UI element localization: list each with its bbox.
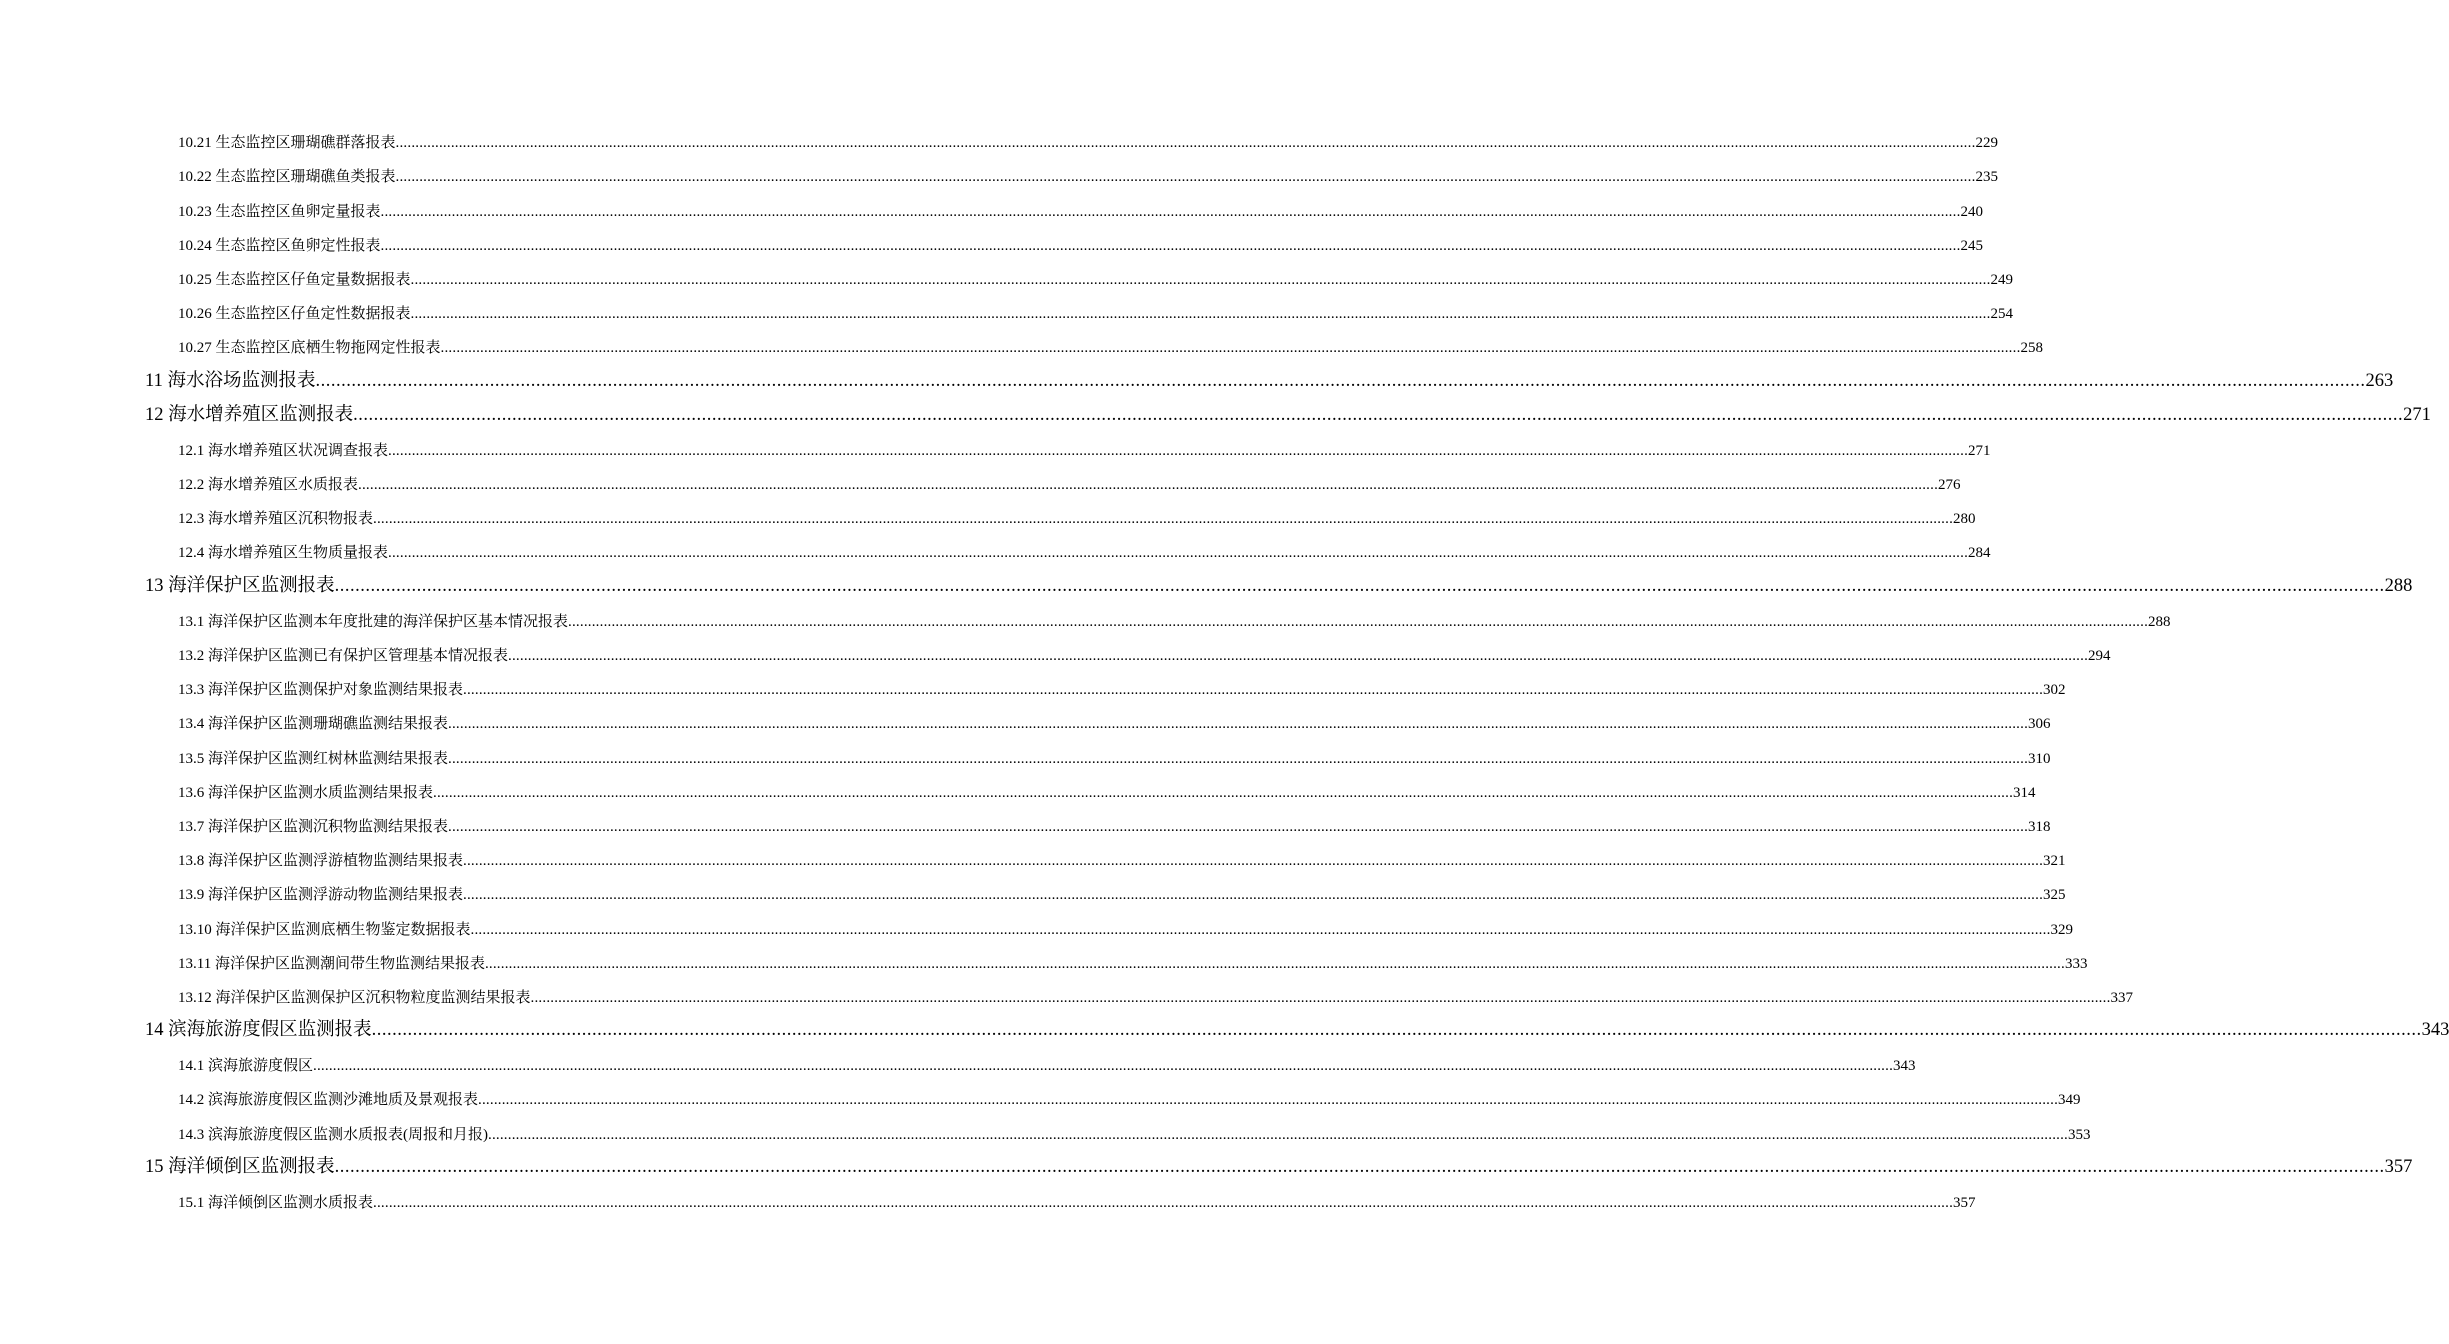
toc-entry-title: 13.12 海洋保护区监测保护区沉积物粒度监测结果报表 [178, 989, 531, 1006]
toc-dot-leader: ................................................................................................................................................................................................................................................................................................................................................................................................................ [448, 716, 2029, 733]
toc-entry-title: 13.5 海洋保护区监测红树林监测结果报表 [178, 750, 449, 767]
toc-dot-leader: ................................................................................................................................................................................................................................................................................................................................................................................................................ [353, 404, 2404, 425]
toc-section-entry[interactable] [178, 665, 2066, 699]
toc-entry-title: 10.23 生态监控区鱼卵定量报表 [178, 203, 381, 220]
toc-dot-leader: ................................................................................................................................................................................................................................................................................................................................................................................................................ [448, 750, 2029, 767]
toc-entry-title: 12.1 海水增养殖区状况调查报表 [178, 442, 389, 459]
toc-page-number: 280 [1953, 511, 1976, 528]
toc-entry-title: 13.2 海洋保护区监测已有保护区管理基本情况报表 [178, 648, 509, 664]
toc-page-number: 288 [2148, 613, 2171, 630]
toc-section-entry[interactable] [178, 870, 2066, 904]
toc-dot-leader: ................................................................................................................................................................................................................................................................................................................................................................................................................ [410, 306, 1991, 323]
toc-page-number: 337 [2110, 989, 2134, 1006]
toc-section-entry[interactable] [178, 186, 1984, 220]
toc-entry-title: 13.3 海洋保护区监测保护对象监测结果报表 [178, 682, 464, 699]
toc-chapter-entry[interactable] [145, 1144, 2413, 1178]
toc-page-number: 306 [2028, 716, 2051, 733]
toc-page-number: 254 [1990, 306, 2014, 323]
toc-dot-leader: ................................................................................................................................................................................................................................................................................................................................................................................................................ [358, 477, 1939, 494]
toc-section-entry[interactable] [178, 323, 2044, 357]
toc-dot-leader: ................................................................................................................................................................................................................................................................................................................................................................................................................ [371, 1020, 2422, 1041]
toc-page-number: 271 [2403, 404, 2431, 425]
toc-section-entry[interactable] [178, 118, 1999, 152]
toc-section-entry[interactable] [178, 768, 2036, 802]
toc-section-entry[interactable] [178, 973, 2134, 1007]
toc-page-number: 240 [1960, 203, 1984, 220]
toc-entry-title: 11 海水浴场监测报表 [145, 370, 316, 391]
toc-entry-title: 10.21 生态监控区珊瑚礁群落报表 [178, 135, 396, 152]
toc-dot-leader: ................................................................................................................................................................................................................................................................................................................................................................................................................ [334, 575, 2385, 596]
toc-page-number: 229 [1975, 135, 1999, 152]
toc-section-entry[interactable] [178, 836, 2066, 870]
toc-entry-title: 10.25 生态监控区仔鱼定量数据报表 [178, 271, 411, 288]
toc-page-number: 235 [1975, 169, 1999, 186]
toc-page-number: 271 [1968, 442, 1991, 459]
toc-page-number: 353 [2068, 1126, 2091, 1143]
toc-dot-leader: ................................................................................................................................................................................................................................................................................................................................................................................................................ [410, 271, 1991, 288]
toc-dot-leader: ................................................................................................................................................................................................................................................................................................................................................................................................................ [484, 955, 2065, 972]
toc-chapter-entry[interactable] [145, 357, 2394, 391]
toc-entry-title: 13.8 海洋保护区监测浮游植物监测结果报表 [178, 853, 464, 870]
toc-dot-leader: ................................................................................................................................................................................................................................................................................................................................................................................................................ [448, 818, 2029, 835]
toc-section-entry[interactable] [178, 1075, 2081, 1109]
toc-section-entry[interactable] [178, 1109, 2091, 1143]
toc-page-number: 276 [1938, 477, 1961, 494]
toc-dot-leader: ................................................................................................................................................................................................................................................................................................................................................................................................................ [373, 1195, 1954, 1211]
toc-dot-leader: ................................................................................................................................................................................................................................................................................................................................................................................................................ [313, 1058, 1894, 1075]
toc-dot-leader: ................................................................................................................................................................................................................................................................................................................................................................................................................ [440, 340, 2021, 357]
table-of-contents [0, 118, 2449, 1212]
toc-entry-title: 12.3 海水增养殖区沉积物报表 [178, 511, 374, 528]
toc-entry-title: 10.26 生态监控区仔鱼定性数据报表 [178, 306, 411, 323]
toc-section-entry[interactable] [178, 1041, 1916, 1075]
toc-dot-leader: ................................................................................................................................................................................................................................................................................................................................................................................................................ [373, 511, 1954, 528]
toc-entry-title: 12 海水增养殖区监测报表 [145, 404, 354, 425]
toc-page-number: 245 [1960, 237, 1984, 254]
toc-page-number: 325 [2043, 887, 2066, 904]
toc-page-number: 284 [1968, 545, 1991, 562]
toc-dot-leader: ................................................................................................................................................................................................................................................................................................................................................................................................................ [470, 921, 2051, 938]
toc-entry-title: 14.2 滨海旅游度假区监测沙滩地质及景观报表 [178, 1092, 479, 1109]
toc-dot-leader: ................................................................................................................................................................................................................................................................................................................................................................................................................ [463, 682, 2044, 699]
toc-page-number: 314 [2013, 784, 2036, 801]
toc-chapter-entry[interactable] [145, 562, 2413, 596]
toc-dot-leader: ................................................................................................................................................................................................................................................................................................................................................................................................................ [433, 784, 2014, 801]
toc-section-entry[interactable] [178, 1178, 1976, 1212]
toc-page-number: 288 [2384, 575, 2413, 596]
toc-page-number: 349 [2058, 1092, 2081, 1109]
toc-page-number: 302 [2043, 682, 2066, 699]
toc-section-entry[interactable] [178, 460, 1961, 494]
toc-dot-leader: ................................................................................................................................................................................................................................................................................................................................................................................................................ [463, 887, 2044, 904]
toc-entry-title: 13.7 海洋保护区监测沉积物监测结果报表 [178, 818, 449, 835]
toc-entry-title: 14.3 滨海旅游度假区监测水质报表(周报和月报) [178, 1126, 488, 1143]
toc-entry-title: 13.9 海洋保护区监测浮游动物监测结果报表 [178, 887, 464, 904]
toc-dot-leader: ................................................................................................................................................................................................................................................................................................................................................................................................................ [388, 442, 1969, 459]
toc-entry-title: 12.4 海水增养殖区生物质量报表 [178, 545, 389, 562]
toc-chapter-entry[interactable] [145, 392, 2431, 426]
toc-section-entry[interactable] [178, 528, 1991, 562]
toc-dot-leader: ................................................................................................................................................................................................................................................................................................................................................................................................................ [508, 648, 2089, 664]
toc-page-number: 310 [2028, 750, 2051, 767]
toc-section-entry[interactable] [178, 631, 2111, 665]
toc-entry-title: 10.22 生态监控区珊瑚礁鱼类报表 [178, 169, 396, 186]
toc-page-number: 258 [2020, 340, 2044, 357]
toc-page-number: 294 [2088, 648, 2111, 664]
toc-section-entry[interactable] [178, 733, 2051, 767]
toc-dot-leader: ................................................................................................................................................................................................................................................................................................................................................................................................................ [315, 370, 2366, 391]
toc-dot-leader: ................................................................................................................................................................................................................................................................................................................................................................................................................ [395, 169, 1976, 186]
toc-entry-title: 15 海洋倾倒区监测报表 [145, 1156, 335, 1177]
toc-section-entry[interactable] [178, 939, 2088, 973]
toc-chapter-entry[interactable] [145, 1007, 2449, 1041]
toc-page-number: 357 [2384, 1156, 2413, 1177]
toc-dot-leader: ................................................................................................................................................................................................................................................................................................................................................................................................................ [395, 135, 1976, 152]
toc-entry-title: 12.2 海水增养殖区水质报表 [178, 477, 359, 494]
toc-dot-leader: ................................................................................................................................................................................................................................................................................................................................................................................................................ [388, 545, 1969, 562]
toc-dot-leader: ................................................................................................................................................................................................................................................................................................................................................................................................................ [380, 203, 1961, 220]
toc-page-number: 343 [1893, 1058, 1916, 1075]
toc-entry-title: 13 海洋保护区监测报表 [145, 575, 335, 596]
toc-entry-title: 14 滨海旅游度假区监测报表 [145, 1020, 372, 1041]
toc-entry-title: 13.4 海洋保护区监测珊瑚礁监测结果报表 [178, 716, 449, 733]
toc-section-entry[interactable] [178, 802, 2051, 836]
toc-page-number: 321 [2043, 853, 2066, 870]
toc-section-entry[interactable] [178, 289, 2014, 323]
toc-entry-title: 13.1 海洋保护区监测本年度批建的海洋保护区基本情况报表 [178, 613, 569, 630]
toc-page-number: 357 [1953, 1195, 1976, 1211]
toc-dot-leader: ................................................................................................................................................................................................................................................................................................................................................................................................................ [478, 1092, 2059, 1109]
toc-dot-leader: ................................................................................................................................................................................................................................................................................................................................................................................................................ [463, 853, 2044, 870]
toc-dot-leader: ................................................................................................................................................................................................................................................................................................................................................................................................................ [530, 989, 2111, 1006]
toc-section-entry[interactable] [178, 904, 2074, 938]
toc-section-entry[interactable] [178, 152, 1999, 186]
toc-entry-title: 10.24 生态监控区鱼卵定性报表 [178, 237, 381, 254]
toc-entry-title: 13.10 海洋保护区监测底栖生物鉴定数据报表 [178, 921, 471, 938]
toc-entry-title: 13.11 海洋保护区监测潮间带生物监测结果报表 [178, 955, 485, 972]
toc-section-entry[interactable] [178, 699, 2051, 733]
toc-entry-title: 13.6 海洋保护区监测水质监测结果报表 [178, 784, 434, 801]
toc-section-entry[interactable] [178, 494, 1976, 528]
toc-section-entry[interactable] [178, 221, 1984, 255]
toc-entry-title: 14.1 滨海旅游度假区 [178, 1058, 314, 1075]
toc-page-number: 343 [2421, 1020, 2449, 1041]
toc-page-number: 333 [2064, 955, 2088, 972]
toc-dot-leader: ................................................................................................................................................................................................................................................................................................................................................................................................................ [334, 1156, 2385, 1177]
toc-dot-leader: ................................................................................................................................................................................................................................................................................................................................................................................................................ [568, 613, 2149, 630]
toc-page-number: 318 [2028, 818, 2051, 835]
toc-section-entry[interactable] [178, 597, 2171, 631]
toc-entry-title: 15.1 海洋倾倒区监测水质报表 [178, 1195, 374, 1211]
toc-entry-title: 10.27 生态监控区底栖生物拖网定性报表 [178, 340, 441, 357]
toc-page-number: 329 [2050, 921, 2074, 938]
toc-section-entry[interactable] [178, 426, 1991, 460]
toc-page-number: 263 [2365, 370, 2394, 391]
toc-dot-leader: ................................................................................................................................................................................................................................................................................................................................................................................................................ [488, 1126, 2068, 1143]
toc-dot-leader: ................................................................................................................................................................................................................................................................................................................................................................................................................ [380, 237, 1961, 254]
toc-section-entry[interactable] [178, 255, 2014, 289]
toc-page-number: 249 [1990, 271, 2014, 288]
